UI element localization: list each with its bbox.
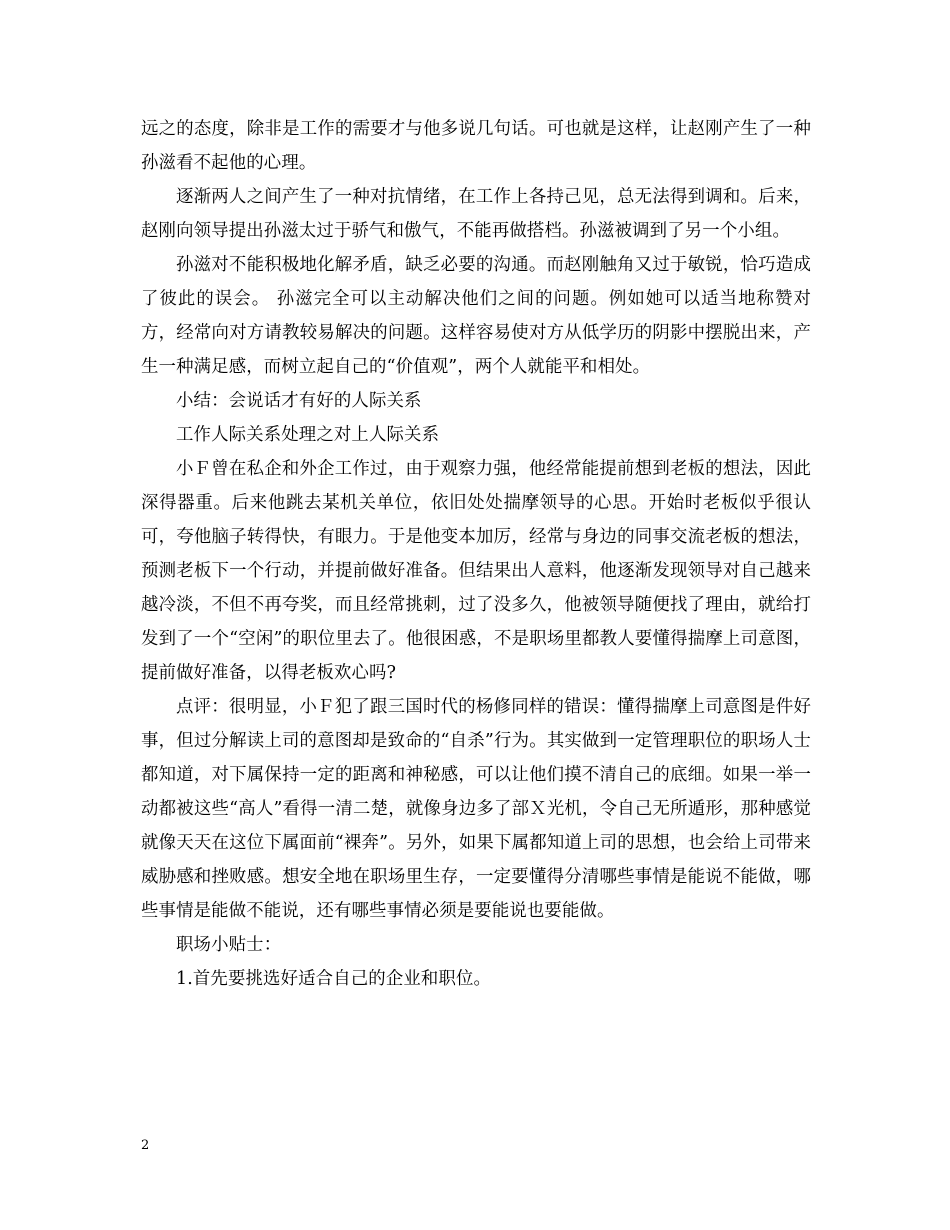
page-number: 2 (141, 1138, 150, 1153)
paragraph-case-story: 小Ｆ曾在私企和外企工作过，由于观察力强，他经常能提前想到老板的想法，因此深得器重。后来他跳去某机关单位，依旧处处揣摩领导的心思。开始时老板似乎很认可，夸他脑子转得快，有眼力。于是他变本加厉，经常与身边的同事交流老板的想法，预测老板下一个行动，并提前做好准备。但结果出人意料，他逐渐发现领导对自己越来越冷淡，不但不再夸奖，而且经常挑刺，过了没多久，他被领导随便找了理由，就给打发到了一个“空闲”的职位里去了。他很困惑，不是职场里都教人要懂得揣摩上司意图，提前做好准备，以得老板欢心吗? (141, 459, 811, 683)
paragraph-continuation: 远之的态度，除非是工作的需要才与他多说几句话。可也就是这样，让赵刚产生了一种孙滋看不起他的心理。 (141, 119, 811, 173)
tip-item-1: 1.首先要挑选好适合自己的企业和职位。 (176, 969, 492, 989)
paragraph-conflict: 逐渐两人之间产生了一种对抗情绪，在工作上各持己见，总无法得到调和。后来，赵刚向领导提出孙滋太过于骄气和傲气，不能再做搭档。孙滋被调到了另一个小组。 (141, 187, 811, 241)
paragraph-analysis: 孙滋对不能积极地化解矛盾，缺乏必要的沟通。而赵刚触角又过于敏锐，恰巧造成了彼此的误会。 孙滋完全可以主动解决他们之间的问题。例如她可以适当地称赞对方，经常向对方请教较易解决的问题。这样容易使对方从低学历的阴影中摆脱出来，产生一种满足感，而树立起自己的“价值观”，两个人就能平和相处。 (141, 255, 811, 377)
document-body (141, 112, 811, 996)
section-heading: 工作人际关系处理之对上人际关系 (176, 425, 440, 445)
paragraph-commentary: 点评：很明显，小Ｆ犯了跟三国时代的杨修同样的错误：懂得揣摩上司意图是件好事，但过分解读上司的意图却是致命的“自杀”行为。其实做到一定管理职位的职场人士都知道，对下属保持一定的距离和神秘感，可以让他们摸不清自己的底细。如果一举一动都被这些“高人”看得一清二楚，就像身边多了部Ｘ光机，令自己无所遁形，那种感觉就像天天在这位下属面前“裸奔”。另外，如果下属都知道上司的思想，也会给上司带来威胁感和挫败感。想安全地在职场里生存，一定要懂得分清哪些事情是能说不能做，哪些事情是能做不能说，还有哪些事情必须是要能说也要能做。 (141, 697, 811, 921)
tips-heading: 职场小贴士： (176, 935, 282, 955)
paragraph-summary: 小结：会说话才有好的人际关系 (176, 391, 422, 411)
